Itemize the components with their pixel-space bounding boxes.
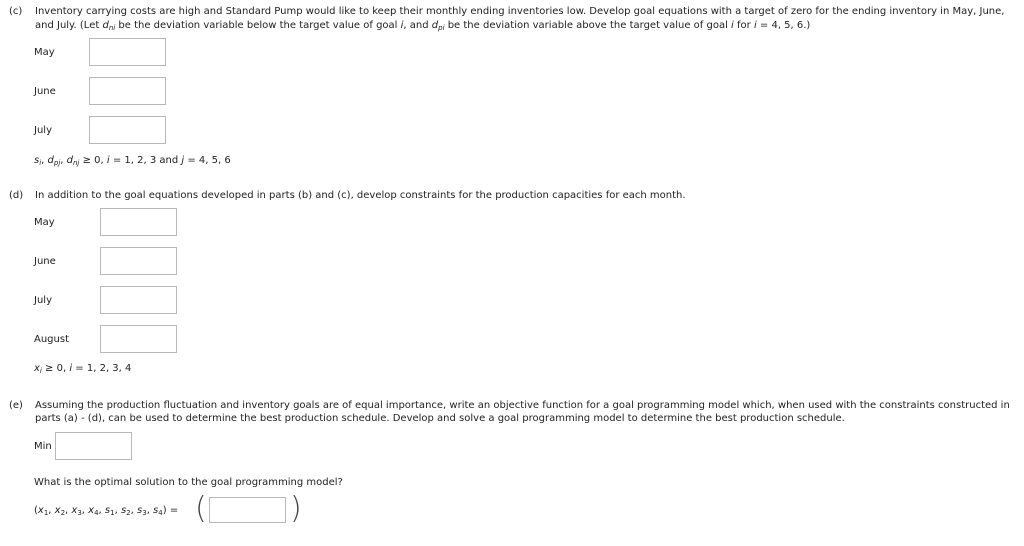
part-d-letter: (d): [9, 190, 24, 201]
part-e-text-line1: Assuming the production fluctuation and inventory goals are of equal importance, write an objective function for a goal programming model which, when used with the constraints constructed in: [35, 400, 1010, 411]
objective-function-input[interactable]: [55, 432, 132, 460]
solution-tuple-label: ($x_1$, $x_2$, $x_3$, $x_4$, $s_1$, $s_2$, $s_3$, $s_4$) =: [34, 505, 179, 517]
part-c-text-line2: and July. (Let $d_{ni}$ be the deviation variable below the target value of goal i, and $d_{pi}$ be the deviation variable above the target value of goal i for i = 4, 5, 6.): [35, 20, 811, 32]
part-c-july-input[interactable]: [89, 116, 166, 144]
part-d-june-input[interactable]: [100, 247, 177, 275]
tuple-var-subscript: 2: [60, 509, 66, 517]
part-c-june-input[interactable]: [89, 77, 166, 105]
tuple-variables: [38, 505, 163, 516]
part-c-label-june: June: [34, 86, 56, 97]
part-d-nonnegativity: $x_i \ge 0$, i = 1, 2, 3, 4: [34, 363, 132, 375]
optimal-solution-input[interactable]: [209, 497, 286, 523]
part-c-text-line1: Inventory carrying costs are high and Standard Pump would like to keep their monthly ending inventories low. Develop goal equations with a target of zero for the ending inventory in May, June,: [35, 6, 1005, 17]
tuple-var: s: [137, 505, 143, 516]
part-d-may-input[interactable]: [100, 208, 177, 236]
tuple-var-subscript: 4: [94, 509, 99, 517]
tuple-separator: ,: [146, 505, 154, 516]
part-c-label-july: July: [34, 125, 52, 136]
right-paren: ): [290, 491, 302, 526]
tuple-separator: ,: [130, 505, 137, 516]
part-d-label-august: August: [34, 334, 69, 345]
part-e-text-line2: parts (a) - (d), can be used to determine the best production schedule. Develop and solve a goal programming model to determine the best production schedule.: [35, 413, 845, 424]
tuple-var: x: [37, 505, 44, 516]
optimal-solution-question: What is the optimal solution to the goal programming model?: [34, 477, 343, 488]
part-d-text-line1: In addition to the goal equations developed in parts (b) and (c), develop constraints for the production capacities for each month.: [35, 190, 686, 201]
part-d-label-june: June: [34, 256, 56, 267]
part-d-label-may: May: [34, 217, 55, 228]
min-label: Min: [34, 441, 52, 452]
left-paren: (: [195, 491, 207, 526]
tuple-var: x: [71, 505, 78, 516]
tuple-separator: ,: [48, 505, 55, 516]
tuple-separator: ,: [65, 505, 72, 516]
tuple-separator: ,: [81, 505, 89, 516]
tuple-var-subscript: 3: [142, 509, 147, 517]
tuple-var-subscript: 2: [126, 509, 131, 517]
tuple-var: s: [120, 505, 127, 516]
part-c-label-may: May: [34, 47, 55, 58]
tuple-separator: ,: [98, 505, 105, 516]
part-c-nonnegativity: $s_i$, $d_{pj}$, $d_{nj} \ge 0$, i = 1, 2, 3 and j = 4, 5, 6: [34, 155, 231, 167]
tuple-var: s: [153, 505, 159, 516]
tuple-var: x: [54, 505, 61, 516]
tuple-var-subscript: 3: [77, 509, 82, 517]
tuple-var: s: [104, 505, 111, 516]
part-d-august-input[interactable]: [100, 325, 177, 353]
tuple-var: x: [88, 505, 95, 516]
tuple-var-subscript: 4: [158, 509, 163, 517]
part-c-letter: (c): [9, 6, 23, 17]
tuple-separator: ,: [114, 505, 121, 516]
tuple-var-subscript: 1: [110, 509, 115, 517]
tuple-var-subscript: 1: [43, 509, 49, 517]
part-d-label-july: July: [34, 295, 52, 306]
part-d-july-input[interactable]: [100, 286, 177, 314]
part-c-may-input[interactable]: [89, 38, 166, 66]
part-e-letter: (e): [9, 400, 23, 411]
